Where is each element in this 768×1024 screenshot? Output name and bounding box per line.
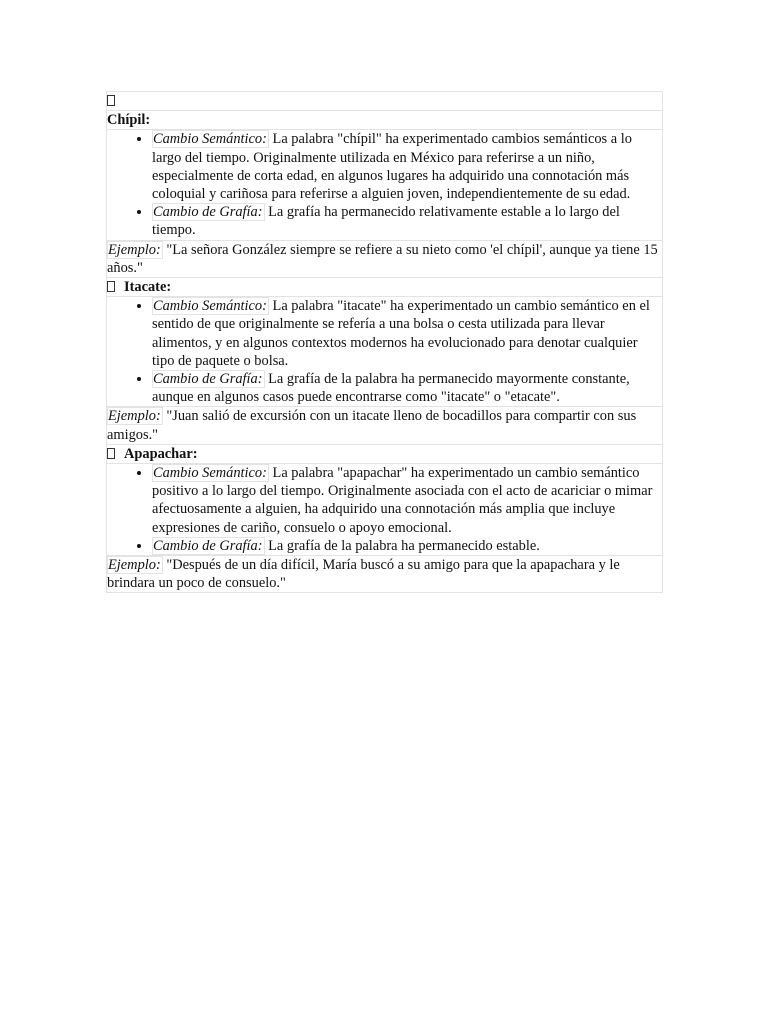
- example-text: "Después de un día difícil, María buscó a su amigo para que la apapachara y le brindara un poco de consuelo.": [107, 557, 620, 592]
- example-label: Ejemplo:: [108, 241, 161, 258]
- entry-list: [106, 463, 663, 556]
- item-text: La palabra "chípil" ha experimentado cambios semánticos a lo largo del tiempo. Originalmente utilizada en México para referirse a un niño, especialmente de corta edad, en algunos lugares ha adquirido una connotación más coloquial y cariñosa para referirse a alguien joven, independientemente de su edad.: [152, 131, 632, 203]
- entry-list: [106, 129, 663, 240]
- entry-title: Chípil:: [106, 110, 663, 130]
- item-text: La grafía de la palabra ha permanecido estable.: [268, 537, 540, 554]
- example-paragraph: [106, 240, 663, 278]
- entry-title: Itacate:: [124, 279, 172, 296]
- item-label: Cambio Semántico:: [153, 298, 267, 315]
- list-item: [152, 537, 662, 555]
- item-text: La grafía de la palabra ha permanecido mayormente constante, aunque en algunos casos puede encontrarse como "itacate" o "etacate".: [152, 371, 630, 406]
- example-paragraph: [106, 555, 663, 593]
- entry-title: Apapachar:: [124, 445, 198, 462]
- item-label: Cambio de Grafía:: [153, 371, 263, 388]
- entry-list: [106, 296, 663, 407]
- item-text: La grafía ha permanecido relativamente estable a lo largo del tiempo.: [152, 204, 620, 239]
- example-text: "Juan salió de excursión con un itacate lleno de bocadillos para compartir con sus amigos.": [107, 408, 637, 443]
- missing-glyph-icon: [107, 281, 115, 292]
- list-item: [152, 297, 662, 370]
- list-item: [152, 370, 662, 406]
- item-label: Cambio Semántico:: [153, 465, 267, 482]
- item-text: La palabra "apapachar" ha experimentado un cambio semántico positivo a lo largo del tiempo. Originalmente asociada con el acto de acariciar o mimar afectuosamente a alguien, ha adquirido una connotación más amplia que incluye expresiones de cariño, consuelo o apoyo emocional.: [152, 465, 653, 536]
- example-text: "La señora González siempre se refiere a su nieto como 'el chípil', aunque ya tiene 15 años.": [107, 241, 658, 276]
- missing-glyph-icon: [107, 448, 115, 459]
- example-paragraph: [106, 406, 663, 444]
- list-item: [152, 464, 662, 537]
- item-label: Cambio Semántico:: [153, 131, 267, 148]
- missing-glyph-icon: [106, 91, 663, 111]
- item-label: Cambio de Grafía:: [153, 204, 263, 221]
- document-page: [106, 92, 663, 593]
- item-text: La palabra "itacate" ha experimentado un cambio semántico en el sentido de que originalmente se refería a una bolsa o cesta utilizada para llevar alimentos, y en algunos contextos modernos ha evolucionado para denotar cualquier tipo de paquete o bolsa.: [152, 298, 650, 369]
- entry-heading: [106, 277, 663, 297]
- list-item: [152, 130, 662, 203]
- list-item: [152, 203, 662, 239]
- item-label: Cambio de Grafía:: [153, 537, 263, 554]
- example-label: Ejemplo:: [108, 557, 161, 574]
- entry-heading: [106, 444, 663, 464]
- example-label: Ejemplo:: [108, 408, 161, 425]
